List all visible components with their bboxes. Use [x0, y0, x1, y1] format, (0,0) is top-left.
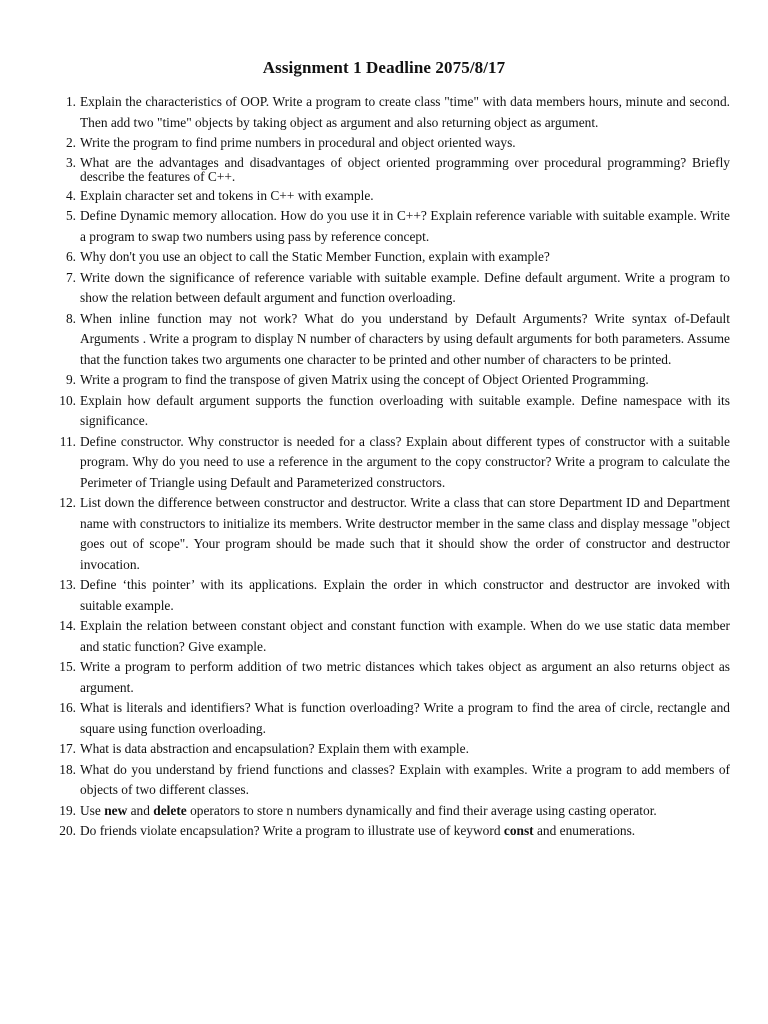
list-item — [40, 821, 730, 842]
item-text-pre: Use — [80, 802, 105, 818]
keyword-new: new — [104, 802, 128, 818]
list-item — [40, 801, 730, 822]
item-text: Explain the relation between constant object and constant function with example. When do we use static data member and static function? Give example. — [80, 618, 730, 654]
assignment-question-list — [40, 92, 730, 842]
item-text: Why don't you use an object to call the Static Member Function, explain with example? — [80, 249, 550, 264]
item-number: 6. — [65, 249, 76, 264]
list-item — [40, 657, 730, 698]
list-item — [40, 156, 730, 184]
item-number: 15. — [59, 659, 76, 674]
item-number: 7. — [65, 269, 76, 285]
item-number: 3. — [65, 154, 76, 170]
item-number: 17. — [59, 741, 76, 756]
item-text: Explain how default argument supports the function overloading with suitable example. Define namespace with its significance. — [80, 392, 730, 428]
list-item — [40, 206, 730, 247]
item-text: Write down the significance of reference variable with suitable example. Define default argument. Write a program to show the relation between default argument and function overloading. — [80, 269, 730, 305]
item-text: Explain character set and tokens in C++ with example. — [80, 187, 374, 203]
list-item — [40, 432, 730, 494]
list-item — [40, 268, 730, 309]
list-item — [40, 247, 730, 268]
list-item — [40, 92, 730, 133]
item-text: What is literals and identifiers? What is function overloading? Write a program to find the area of circle, rectangle and square using function overloading. — [80, 700, 730, 736]
item-number: 8. — [65, 310, 76, 326]
list-item — [40, 493, 730, 575]
item-number: 14. — [59, 618, 76, 633]
item-text: Write a program to find the transpose of given Matrix using the concept of Object Oriented Programming. — [80, 372, 649, 387]
item-text-mid: and — [127, 802, 154, 818]
keyword-const: const — [503, 823, 534, 838]
item-number: 5. — [65, 208, 76, 223]
item-number: 9. — [65, 372, 76, 387]
item-number: 16. — [59, 700, 76, 715]
list-item — [40, 370, 730, 391]
item-text: Explain the characteristics of OOP. Write a program to create class "time" with data members hours, minute and second. Then add two "time" objects by taking object as argument and also returning object as argument. — [80, 94, 730, 130]
item-text: What do you understand by friend functions and classes? Explain with examples. Write a program to add members of objects of two different classes. — [80, 761, 730, 797]
item-text-pre: Do friends violate encapsulation? Write a program to illustrate use of keyword — [80, 823, 504, 838]
item-number: 20. — [59, 823, 76, 838]
item-number: 4. — [65, 187, 76, 203]
list-item — [40, 133, 730, 154]
list-item — [40, 391, 730, 432]
page-title: Assignment 1 Deadline 2075/8/17 — [262, 58, 506, 77]
item-text: What is data abstraction and encapsulation? Explain them with example. — [80, 741, 469, 756]
item-text: Define Dynamic memory allocation. How do you use it in C++? Explain reference variable with suitable example. Write a program to swap two numbers using pass by reference concept. — [80, 208, 730, 244]
item-number: 2. — [65, 135, 76, 150]
item-number: 1. — [65, 94, 76, 109]
list-item — [40, 760, 730, 801]
item-text: When inline function may not work? What do you understand by Default Arguments? Write syntax of-Default Arguments . Write a program to display N number of characters by using default arguments for both parameters. Assume that the function takes two arguments one character to be printed and other number of characters to be printed. — [80, 310, 730, 367]
item-text: List down the difference between constructor and destructor. Write a class that can store Department ID and Department name with constructors to initialize its members. Write destructor member in the same class and display message "object goes out of scope". Your program should be made such that it should show the order of constructor and destructor invocation. — [80, 495, 730, 572]
item-text: What are the advantages and disadvantages of object oriented programming over procedural programming? Briefly describe the features of C++. — [80, 154, 730, 184]
item-number: 12. — [59, 495, 76, 510]
item-text-post: and enumerations. — [533, 823, 636, 838]
list-item — [40, 698, 730, 739]
item-text: Write a program to perform addition of two metric distances which takes object as argument an also returns object as argument. — [80, 659, 730, 695]
item-text: Define ‘this pointer’ with its applications. Explain the order in which constructor and destructor are invoked with suitable example. — [80, 577, 730, 613]
item-number: 10. — [59, 392, 76, 408]
item-text-post: operators to store n numbers dynamically and find their average using casting operator. — [186, 802, 657, 818]
list-item — [40, 186, 730, 207]
item-number: 18. — [59, 761, 76, 777]
item-number: 19. — [59, 802, 76, 818]
list-item — [40, 309, 730, 371]
item-text: Write the program to find prime numbers in procedural and object oriented ways. — [80, 135, 516, 150]
item-number: 11. — [59, 433, 76, 449]
list-item — [40, 739, 730, 760]
item-text: Define constructor. Why constructor is needed for a class? Explain about different types of constructor with a suitable program. Why do you need to use a reference in the argument to the copy constructor? Write a program to calculate the Perimeter of Triangle using Default and Parameterized constructors. — [80, 433, 730, 490]
keyword-delete: delete — [153, 802, 187, 818]
list-item — [40, 575, 730, 616]
list-item — [40, 616, 730, 657]
item-number: 13. — [59, 577, 76, 592]
